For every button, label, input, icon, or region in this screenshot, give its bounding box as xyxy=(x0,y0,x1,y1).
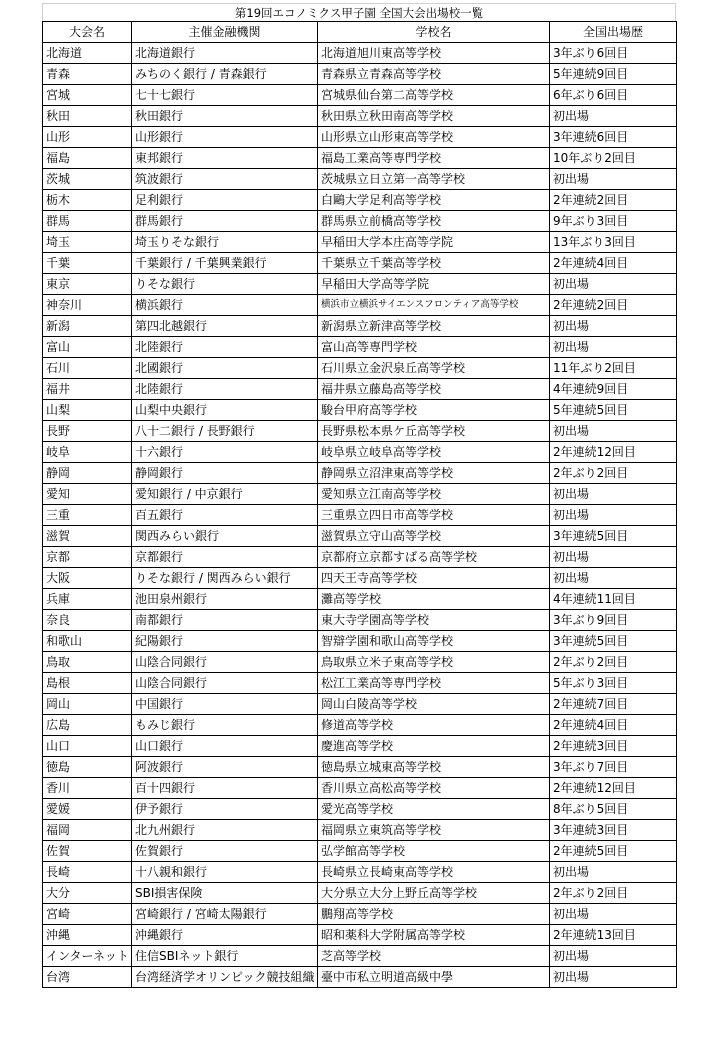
table-row xyxy=(43,652,677,673)
school-cell: 三重県立四日市高等学校 xyxy=(318,505,550,526)
history-cell: 3年連続5回目 xyxy=(550,526,677,547)
table-row xyxy=(43,232,677,253)
region-cell: 青森 xyxy=(43,64,132,85)
sponsor-cell: 北海道銀行 xyxy=(132,43,318,64)
table-row xyxy=(43,589,677,610)
school-cell: 松江工業高等専門学校 xyxy=(318,673,550,694)
history-cell: 初出場 xyxy=(550,316,677,337)
sponsor-cell: 山陰合同銀行 xyxy=(132,673,318,694)
table-row xyxy=(43,253,677,274)
history-cell: 6年ぶり6回目 xyxy=(550,85,677,106)
region-cell: 愛媛 xyxy=(43,799,132,820)
sponsor-cell: 北陸銀行 xyxy=(132,379,318,400)
sponsor-cell: 佐賀銀行 xyxy=(132,841,318,862)
school-cell: 長野県松本県ケ丘高等学校 xyxy=(318,421,550,442)
school-cell: 山形県立山形東高等学校 xyxy=(318,127,550,148)
sponsor-cell: 山形銀行 xyxy=(132,127,318,148)
history-cell: 2年連続2回目 xyxy=(550,190,677,211)
school-cell: 鵬翔高等学校 xyxy=(318,904,550,925)
history-cell: 2年連続4回目 xyxy=(550,715,677,736)
region-cell: 長崎 xyxy=(43,862,132,883)
table-row xyxy=(43,967,677,988)
table-row xyxy=(43,505,677,526)
region-cell: 沖縄 xyxy=(43,925,132,946)
region-cell: 愛知 xyxy=(43,484,132,505)
region-cell: 宮崎 xyxy=(43,904,132,925)
sponsor-cell: りそな銀行 / 関西みらい銀行 xyxy=(132,568,318,589)
table-row xyxy=(43,148,677,169)
sponsor-cell: 群馬銀行 xyxy=(132,211,318,232)
sponsor-cell: 東邦銀行 xyxy=(132,148,318,169)
header-history: 全国出場歴 xyxy=(550,22,677,43)
history-cell: 2年ぶり2回目 xyxy=(550,652,677,673)
region-cell: 福岡 xyxy=(43,820,132,841)
history-cell: 5年連続5回目 xyxy=(550,400,677,421)
sponsor-cell: 山口銀行 xyxy=(132,736,318,757)
table-row xyxy=(43,190,677,211)
table-row xyxy=(43,610,677,631)
school-cell: 宮城県仙台第二高等学校 xyxy=(318,85,550,106)
history-cell: 初出場 xyxy=(550,547,677,568)
history-cell: 初出場 xyxy=(550,505,677,526)
sponsor-cell: 山陰合同銀行 xyxy=(132,652,318,673)
history-cell: 2年連続7回目 xyxy=(550,694,677,715)
sponsor-cell: 南都銀行 xyxy=(132,610,318,631)
school-cell: 青森県立青森高等学校 xyxy=(318,64,550,85)
region-cell: 石川 xyxy=(43,358,132,379)
sponsor-cell: 台湾経済学オリンピック競技組織 xyxy=(132,967,318,988)
region-cell: 三重 xyxy=(43,505,132,526)
sponsor-cell: 十八親和銀行 xyxy=(132,862,318,883)
history-cell: 5年ぶり3回目 xyxy=(550,673,677,694)
region-cell: 台湾 xyxy=(43,967,132,988)
region-cell: 兵庫 xyxy=(43,589,132,610)
region-cell: 大分 xyxy=(43,883,132,904)
school-cell: 臺中市私立明道高級中學 xyxy=(318,967,550,988)
school-cell: 東大寺学園高等学校 xyxy=(318,610,550,631)
sponsor-cell: 住信SBIネット銀行 xyxy=(132,946,318,967)
sheet xyxy=(42,3,676,988)
school-cell: 富山高等専門学校 xyxy=(318,337,550,358)
history-cell: 2年連続4回目 xyxy=(550,253,677,274)
sponsor-cell: 池田泉州銀行 xyxy=(132,589,318,610)
history-cell: 4年連続11回目 xyxy=(550,589,677,610)
history-cell: 初出場 xyxy=(550,484,677,505)
history-cell: 2年連続3回目 xyxy=(550,736,677,757)
region-cell: 岡山 xyxy=(43,694,132,715)
header-row xyxy=(43,22,677,43)
sponsor-cell: 百五銀行 xyxy=(132,505,318,526)
region-cell: 岐阜 xyxy=(43,442,132,463)
history-cell: 2年連続13回目 xyxy=(550,925,677,946)
sponsor-cell: りそな銀行 xyxy=(132,274,318,295)
school-cell: 福島工業高等専門学校 xyxy=(318,148,550,169)
history-cell: 初出場 xyxy=(550,946,677,967)
region-cell: 大阪 xyxy=(43,568,132,589)
region-cell: 島根 xyxy=(43,673,132,694)
sponsor-cell: 愛知銀行 / 中京銀行 xyxy=(132,484,318,505)
region-cell: 静岡 xyxy=(43,463,132,484)
sponsor-cell: 中国銀行 xyxy=(132,694,318,715)
region-cell: 滋賀 xyxy=(43,526,132,547)
region-cell: 秋田 xyxy=(43,106,132,127)
school-cell: 横浜市立横浜サイエンスフロンティア高等学校 xyxy=(318,295,550,316)
sponsor-cell: 北國銀行 xyxy=(132,358,318,379)
history-cell: 初出場 xyxy=(550,862,677,883)
school-cell: 静岡県立沼津東高等学校 xyxy=(318,463,550,484)
history-cell: 5年連続9回目 xyxy=(550,64,677,85)
table-row xyxy=(43,400,677,421)
history-cell: 3年連続3回目 xyxy=(550,820,677,841)
table-row xyxy=(43,295,677,316)
table-row xyxy=(43,841,677,862)
table-row xyxy=(43,820,677,841)
table-row xyxy=(43,463,677,484)
school-cell: 愛光高等学校 xyxy=(318,799,550,820)
region-cell: 神奈川 xyxy=(43,295,132,316)
sponsor-cell: 第四北越銀行 xyxy=(132,316,318,337)
sponsor-cell: みちのく銀行 / 青森銀行 xyxy=(132,64,318,85)
history-cell: 3年ぶり6回目 xyxy=(550,43,677,64)
table-row xyxy=(43,904,677,925)
history-cell: 初出場 xyxy=(550,421,677,442)
school-cell: 岡山白陵高等学校 xyxy=(318,694,550,715)
school-cell: 芝高等学校 xyxy=(318,946,550,967)
school-cell: 長崎県立長崎東高等学校 xyxy=(318,862,550,883)
sponsor-cell: 北陸銀行 xyxy=(132,337,318,358)
school-cell: 茨城県立日立第一高等学校 xyxy=(318,169,550,190)
school-cell: 四天王寺高等学校 xyxy=(318,568,550,589)
table-row xyxy=(43,547,677,568)
school-cell: 大分県立大分上野丘高等学校 xyxy=(318,883,550,904)
region-cell: 京都 xyxy=(43,547,132,568)
table-row xyxy=(43,127,677,148)
region-cell: 山口 xyxy=(43,736,132,757)
participants-table xyxy=(42,21,677,988)
school-cell: 京都府立京都すばる高等学校 xyxy=(318,547,550,568)
history-cell: 2年連続12回目 xyxy=(550,778,677,799)
table-row xyxy=(43,274,677,295)
region-cell: 宮城 xyxy=(43,85,132,106)
region-cell: 新潟 xyxy=(43,316,132,337)
school-cell: 愛知県立江南高等学校 xyxy=(318,484,550,505)
sponsor-cell: 千葉銀行 / 千葉興業銀行 xyxy=(132,253,318,274)
table-row xyxy=(43,631,677,652)
sponsor-cell: 埼玉りそな銀行 xyxy=(132,232,318,253)
table-row xyxy=(43,169,677,190)
sponsor-cell: 静岡銀行 xyxy=(132,463,318,484)
table-row xyxy=(43,85,677,106)
region-cell: 山形 xyxy=(43,127,132,148)
school-cell: 修道高等学校 xyxy=(318,715,550,736)
table-row xyxy=(43,568,677,589)
table-row xyxy=(43,43,677,64)
history-cell: 9年ぶり3回目 xyxy=(550,211,677,232)
history-cell: 3年連続5回目 xyxy=(550,631,677,652)
school-cell: 昭和薬科大学附属高等学校 xyxy=(318,925,550,946)
history-cell: 4年連続9回目 xyxy=(550,379,677,400)
table-row xyxy=(43,379,677,400)
school-cell: 秋田県立秋田南高等学校 xyxy=(318,106,550,127)
sponsor-cell: 足利銀行 xyxy=(132,190,318,211)
header-region: 大会名 xyxy=(43,22,132,43)
sponsor-cell: もみじ銀行 xyxy=(132,715,318,736)
school-cell: 福岡県立東筑高等学校 xyxy=(318,820,550,841)
history-cell: 2年ぶり2回目 xyxy=(550,883,677,904)
table-row xyxy=(43,862,677,883)
region-cell: 東京 xyxy=(43,274,132,295)
table-row xyxy=(43,736,677,757)
region-cell: 徳島 xyxy=(43,757,132,778)
school-cell: 弘学館高等学校 xyxy=(318,841,550,862)
school-cell: 石川県立金沢泉丘高等学校 xyxy=(318,358,550,379)
region-cell: 北海道 xyxy=(43,43,132,64)
history-cell: 初出場 xyxy=(550,967,677,988)
sponsor-cell: 伊予銀行 xyxy=(132,799,318,820)
sponsor-cell: 百十四銀行 xyxy=(132,778,318,799)
sponsor-cell: 関西みらい銀行 xyxy=(132,526,318,547)
history-cell: 初出場 xyxy=(550,106,677,127)
school-cell: 群馬県立前橋高等学校 xyxy=(318,211,550,232)
header-sponsor: 主催金融機関 xyxy=(132,22,318,43)
region-cell: 群馬 xyxy=(43,211,132,232)
region-cell: 広島 xyxy=(43,715,132,736)
history-cell: 3年ぶり7回目 xyxy=(550,757,677,778)
sponsor-cell: 北九州銀行 xyxy=(132,820,318,841)
region-cell: 香川 xyxy=(43,778,132,799)
table-row xyxy=(43,673,677,694)
sponsor-cell: 十六銀行 xyxy=(132,442,318,463)
region-cell: 福島 xyxy=(43,148,132,169)
history-cell: 2年連続5回目 xyxy=(550,841,677,862)
table-row xyxy=(43,316,677,337)
sponsor-cell: 山梨中央銀行 xyxy=(132,400,318,421)
school-cell: 香川県立高松高等学校 xyxy=(318,778,550,799)
sponsor-cell: 秋田銀行 xyxy=(132,106,318,127)
table-row xyxy=(43,925,677,946)
table-row xyxy=(43,421,677,442)
school-cell: 慶進高等学校 xyxy=(318,736,550,757)
header-school: 学校名 xyxy=(318,22,550,43)
history-cell: 初出場 xyxy=(550,337,677,358)
table-row xyxy=(43,337,677,358)
sponsor-cell: 八十二銀行 / 長野銀行 xyxy=(132,421,318,442)
school-cell: 北海道旭川東高等学校 xyxy=(318,43,550,64)
school-cell: 滋賀県立守山高等学校 xyxy=(318,526,550,547)
region-cell: 千葉 xyxy=(43,253,132,274)
sponsor-cell: 宮崎銀行 / 宮崎太陽銀行 xyxy=(132,904,318,925)
history-cell: 13年ぶり3回目 xyxy=(550,232,677,253)
school-cell: 智辯学園和歌山高等学校 xyxy=(318,631,550,652)
region-cell: 山梨 xyxy=(43,400,132,421)
region-cell: 長野 xyxy=(43,421,132,442)
table-row xyxy=(43,106,677,127)
region-cell: 和歌山 xyxy=(43,631,132,652)
sponsor-cell: 筑波銀行 xyxy=(132,169,318,190)
history-cell: 10年ぶり2回目 xyxy=(550,148,677,169)
region-cell: 佐賀 xyxy=(43,841,132,862)
table-row xyxy=(43,715,677,736)
sponsor-cell: SBI損害保険 xyxy=(132,883,318,904)
table-row xyxy=(43,946,677,967)
school-cell: 鳥取県立米子東高等学校 xyxy=(318,652,550,673)
table-row xyxy=(43,484,677,505)
table-row xyxy=(43,64,677,85)
school-cell: 徳島県立城東高等学校 xyxy=(318,757,550,778)
history-cell: 11年ぶり2回目 xyxy=(550,358,677,379)
history-cell: 3年ぶり9回目 xyxy=(550,610,677,631)
region-cell: インターネット xyxy=(43,946,132,967)
sponsor-cell: 紀陽銀行 xyxy=(132,631,318,652)
region-cell: 栃木 xyxy=(43,190,132,211)
school-cell: 灘高等学校 xyxy=(318,589,550,610)
table-row xyxy=(43,526,677,547)
school-cell: 岐阜県立岐阜高等学校 xyxy=(318,442,550,463)
school-cell: 白鷗大学足利高等学校 xyxy=(318,190,550,211)
history-cell: 初出場 xyxy=(550,169,677,190)
sponsor-cell: 沖縄銀行 xyxy=(132,925,318,946)
school-cell: 早稲田大学本庄高等学院 xyxy=(318,232,550,253)
history-cell: 初出場 xyxy=(550,274,677,295)
table-row xyxy=(43,799,677,820)
history-cell: 8年ぶり5回目 xyxy=(550,799,677,820)
school-cell: 新潟県立新津高等学校 xyxy=(318,316,550,337)
table-row xyxy=(43,358,677,379)
table-row xyxy=(43,883,677,904)
region-cell: 埼玉 xyxy=(43,232,132,253)
history-cell: 初出場 xyxy=(550,904,677,925)
table-row xyxy=(43,778,677,799)
region-cell: 福井 xyxy=(43,379,132,400)
region-cell: 鳥取 xyxy=(43,652,132,673)
region-cell: 富山 xyxy=(43,337,132,358)
sponsor-cell: 七十七銀行 xyxy=(132,85,318,106)
history-cell: 2年ぶり2回目 xyxy=(550,463,677,484)
school-cell: 駿台甲府高等学校 xyxy=(318,400,550,421)
table-row xyxy=(43,211,677,232)
table-row xyxy=(43,694,677,715)
school-cell: 千葉県立千葉高等学校 xyxy=(318,253,550,274)
table-body xyxy=(43,43,677,988)
region-cell: 奈良 xyxy=(43,610,132,631)
page-title: 第19回エコノミクス甲子園 全国大会出場校一覧 xyxy=(42,3,676,21)
school-cell: 福井県立藤島高等学校 xyxy=(318,379,550,400)
region-cell: 茨城 xyxy=(43,169,132,190)
table-row xyxy=(43,757,677,778)
sponsor-cell: 京都銀行 xyxy=(132,547,318,568)
table-row xyxy=(43,442,677,463)
sponsor-cell: 横浜銀行 xyxy=(132,295,318,316)
history-cell: 3年連続6回目 xyxy=(550,127,677,148)
history-cell: 2年連続12回目 xyxy=(550,442,677,463)
history-cell: 2年連続2回目 xyxy=(550,295,677,316)
history-cell: 初出場 xyxy=(550,568,677,589)
sponsor-cell: 阿波銀行 xyxy=(132,757,318,778)
school-cell: 早稲田大学高等学院 xyxy=(318,274,550,295)
